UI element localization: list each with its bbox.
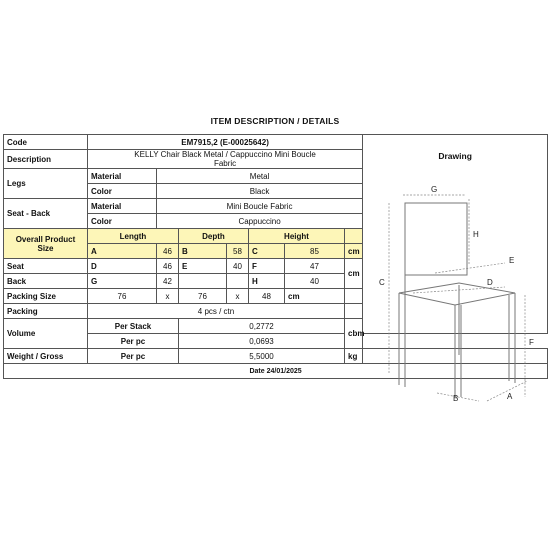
weight-per-pc-label: Per pc (88, 349, 179, 364)
overall-b-key: B (179, 244, 227, 259)
weight-unit: kg (345, 349, 363, 364)
seat-back-dims-unit: cm (345, 259, 363, 289)
packing-blank (345, 304, 363, 319)
seat-e-key: E (179, 259, 227, 274)
description-value (88, 150, 363, 169)
seat-back-material-label: Material (88, 199, 157, 214)
chair-outline (399, 203, 515, 397)
dim-letter-g: G (431, 185, 438, 194)
spec-table (3, 134, 548, 403)
code-label: Code (4, 135, 88, 150)
overall-a-key: A (88, 244, 157, 259)
description-label: Description (4, 150, 88, 169)
back-label: Back (4, 274, 88, 289)
packing-size-x2: x (227, 289, 249, 304)
sheet-title: ITEM DESCRIPTION / DETAILS (210, 116, 340, 126)
dim-letter-h: H (473, 230, 479, 239)
packing-size-length: 76 (88, 289, 157, 304)
back-g-value: 42 (157, 274, 179, 289)
packing-size-x1: x (157, 289, 179, 304)
back-blank-2 (227, 274, 249, 289)
drawing-title: Drawing (438, 151, 472, 161)
dim-letter-d: D (487, 278, 493, 287)
packing-label: Packing (4, 304, 88, 319)
dim-letter-e: E (509, 256, 515, 265)
legs-color-value: Black (157, 184, 363, 199)
volume-unit: cbm (345, 319, 363, 349)
back-g-key: G (88, 274, 157, 289)
volume-per-pc-label: Per pc (88, 334, 179, 349)
seat-d-value: 46 (157, 259, 179, 274)
packing-size-label: Packing Size (4, 289, 88, 304)
height-header: Height (249, 229, 345, 244)
legs-color-label: Color (88, 184, 157, 199)
overall-unit: cm (345, 244, 363, 259)
dim-letter-a: A (507, 392, 513, 401)
packing-size-blank (345, 289, 363, 304)
seat-back-color-label: Color (88, 214, 157, 229)
overall-c-key: C (249, 244, 285, 259)
description-line-1: KELLY Chair Black Metal / Cappuccino Mini Boucle (134, 150, 316, 159)
back-blank-1 (179, 274, 227, 289)
packing-size-height: 48 (249, 289, 285, 304)
packing-size-width: 76 (179, 289, 227, 304)
drawing-cell (363, 135, 548, 403)
weight-label: Weight / Gross (4, 349, 88, 364)
seat-label: Seat (4, 259, 88, 274)
seat-back-material-value: Mini Boucle Fabric (157, 199, 363, 214)
chair-drawing (375, 175, 540, 415)
overall-size-label (4, 229, 88, 259)
code-value: EM7915,2 (E-00025642) (88, 135, 363, 150)
back-h-value: 40 (285, 274, 345, 289)
legs-label: Legs (4, 169, 88, 199)
depth-header: Depth (179, 229, 249, 244)
packing-value: 4 pcs / ctn (88, 304, 345, 319)
seat-back-color-value: Cappuccino (157, 214, 363, 229)
overall-a-value: 46 (157, 244, 179, 259)
overall-size-line-1: Overall Product (15, 234, 76, 244)
footer-date: Date 24/01/2025 (4, 364, 548, 379)
overall-size-line-2: Size (37, 243, 54, 253)
dimension-lines (389, 195, 527, 401)
dim-letter-c: C (379, 278, 385, 287)
dim-letter-f: F (529, 338, 535, 347)
overall-b-value: 58 (227, 244, 249, 259)
volume-per-stack-label: Per Stack (88, 319, 179, 334)
seat-d-key: D (88, 259, 157, 274)
description-line-2: Fabric (213, 159, 237, 168)
volume-label: Volume (4, 319, 88, 349)
overall-c-value: 85 (285, 244, 345, 259)
volume-per-pc-value: 0,0693 (179, 334, 345, 349)
legs-material-label: Material (88, 169, 157, 184)
weight-value: 5,5000 (179, 349, 345, 364)
back-h-key: H (249, 274, 285, 289)
dim-letter-b: B (453, 394, 459, 403)
packing-size-unit: cm (285, 289, 345, 304)
seat-e-value: 40 (227, 259, 249, 274)
seat-f-value: 47 (285, 259, 345, 274)
overall-head-unit-blank (345, 229, 363, 244)
row-code (4, 135, 548, 150)
seat-f-key: F (249, 259, 285, 274)
length-header: Length (88, 229, 179, 244)
legs-material-value: Metal (157, 169, 363, 184)
volume-per-stack-value: 0,2772 (179, 319, 345, 334)
seat-back-label: Seat - Back (4, 199, 88, 229)
